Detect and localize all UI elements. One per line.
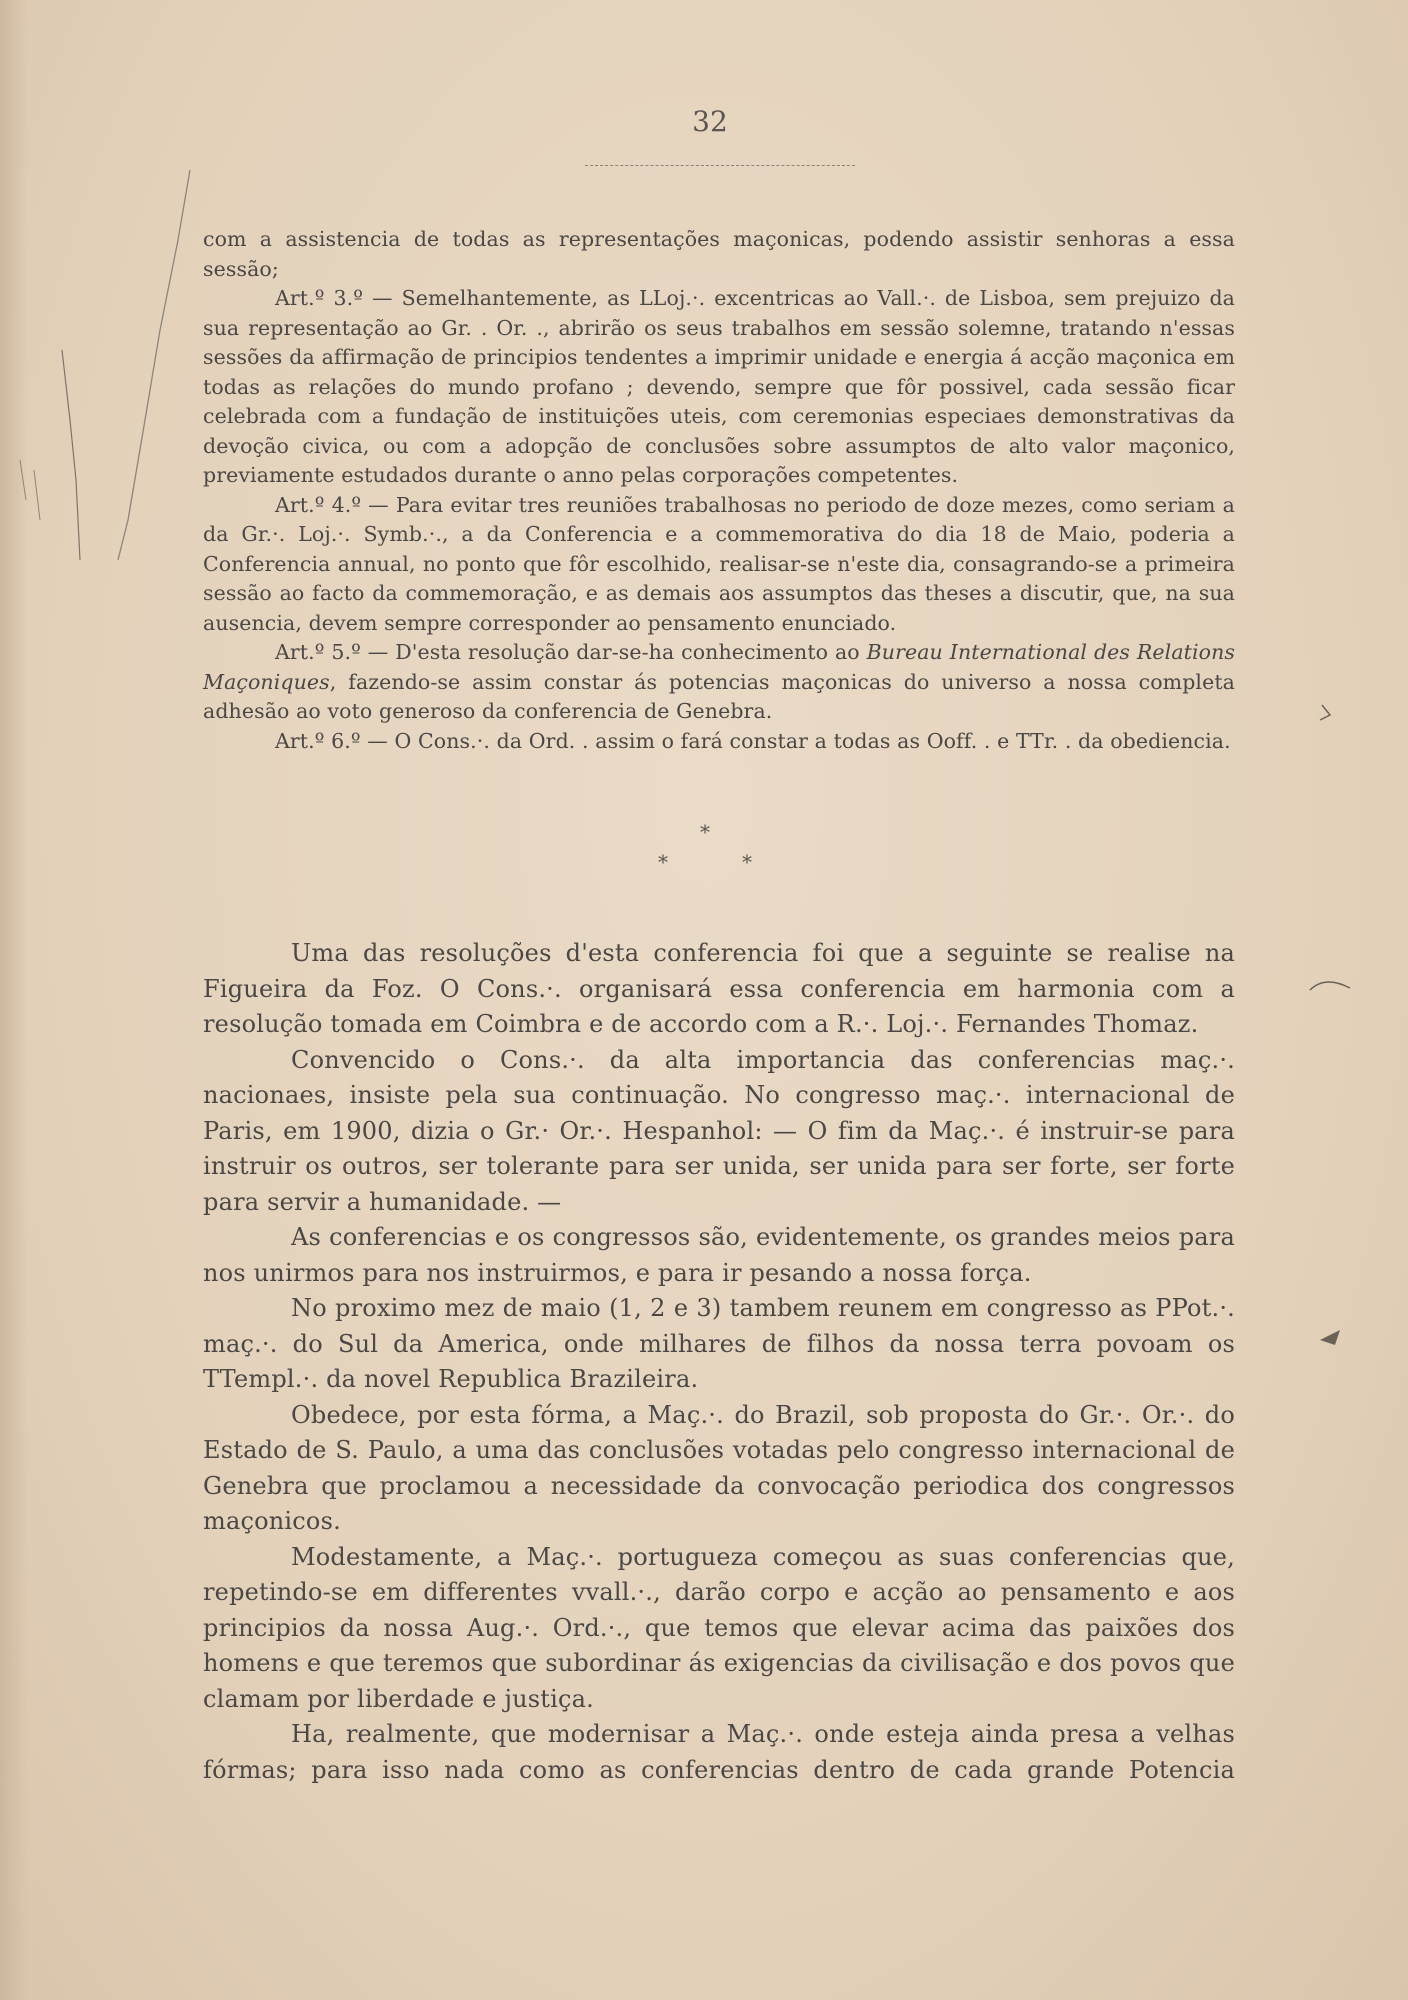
- articles-section: [203, 225, 1235, 756]
- asterisk: *: [658, 850, 668, 874]
- article-6: [203, 727, 1235, 757]
- paragraph: Convencido o Cons.·. da alta importancia das conferencias maç.·. nacionaes, insiste pela sua continuação. No congresso maç.·. internacional de Paris, em 1900, dizia o Gr.· Or.·. Hespanhol: — O fim da Maç.·. é instruir-se para instruir os outros, ser tolerante para ser unida, ser unida para ser forte, ser forte para servir a humanidade. —: [203, 1045, 1235, 1216]
- header-rule: [585, 165, 855, 166]
- margin-mark-curl: [1310, 982, 1350, 990]
- article-text: — O Cons.·. da Ord. . assim o fará constar a todas as Ooff. . e TTr. . da obediencia.: [360, 728, 1231, 753]
- body-section: [203, 936, 1235, 1788]
- pencil-stroke-edge: [62, 350, 80, 560]
- article-4: [203, 491, 1235, 639]
- paragraph: Obedece, por esta fórma, a Maç.·. do Brazil, sob proposta do Gr.·. Or.·. do Estado de S. Paulo, a uma das conclusões votadas pelo congresso internacional de Genebra que proclamou a necessidade da convocação periodica dos congressos maçonicos.: [203, 1400, 1235, 1535]
- pencil-stroke-margin: [118, 170, 190, 560]
- paragraph: Modestamente, a Maç.·. portugueza começou as suas conferencias que, repetindo-se em differentes vvall.·., darão corpo e acção ao pensamento e aos principios da nossa Aug.·. Ord.·., que temos que elevar acima das paixões dos homens e que teremos que subordinar ás exigencias da civilisação e dos povos que clamam por liberdade e justiça.: [203, 1542, 1235, 1713]
- page-number: 32: [692, 105, 728, 138]
- article-text: — D'esta resolução dar-se-ha conhecimento ao: [360, 640, 867, 664]
- article-text: , fazendo-se assim constar ás potencias maçonicas do universo a nossa completa adhesão ao voto generoso da conferencia de Genebra.: [203, 669, 1235, 723]
- article-label: Art.º 5.º: [275, 640, 361, 664]
- paragraph: Uma das resoluções d'esta conferencia foi que a seguinte se realise na Figueira da Foz. O Cons.·. organisará essa conferencia em harmonia com a resolução tomada em Coimbra e de accordo com a R.·. Loj.·. Fernandes Thomaz.: [203, 939, 1235, 1038]
- article-5: [203, 638, 1235, 727]
- paragraph: No proximo mez de maio (1, 2 e 3) tambem reunem em congresso as PPot.·. maç.·. do Sul da America, onde milhares de filhos da nossa terra povoam os TTempl.·. da novel Republica Brazileira.: [203, 1294, 1235, 1393]
- article-label: Art.º 6.º: [275, 728, 361, 753]
- asterisk: *: [742, 850, 752, 874]
- article-text: — Para evitar tres reuniões trabalhosas no periodo de doze mezes, como seriam a da Gr.·. Loj.·. Symb.·., a da Conferencia e a commemorativa do dia 18 de Maio, poderia a Conferencia annual, no ponto que fôr escolhido, realisar-se n'este dia, consagrando-se a primeira sessão ao facto da commemoração, e as demais aos assumptos das theses a discutir, que, na sua ausencia, devem sempre corresponder ao pensamento enunciado.: [203, 492, 1235, 635]
- article-text: — Semelhantemente, as LLoj.·. excentricas ao Vall.·. de Lisboa, sem prejuizo da sua representação ao Gr. . Or. ., abrirão os seus trabalhos em sessão solemne, tratando n'essas sessões da affirmação de principios tendentes a imprimir unidade e energia á acção maçonica em todas as relações do mundo profano ; devendo, sempre que fôr possivel, cada sessão ficar celebrada com a fundação de instituições uteis, com ceremonias especiaes demonstrativas da devoção civica, ou com a adopção de conclusões sobre assumptos de alto valor maçonico, previamente estudados durante o anno pelas corporações competentes.: [203, 286, 1235, 487]
- asterisk: *: [700, 820, 710, 844]
- article-label: Art.º 3.º: [275, 286, 363, 310]
- article-label: Art.º 4.º: [275, 492, 362, 517]
- paragraph: Ha, realmente, que modernisar a Maç.·. onde esteja ainda presa a velhas fórmas; para isso nada como as conferencias dentro de cada grande Potencia: [203, 1720, 1235, 1784]
- bureau-name: Bureau International des Relations Maçoniques: [203, 640, 1235, 694]
- asterism-separator: [640, 820, 780, 880]
- margin-mark-arrow: [1320, 705, 1330, 720]
- paragraph: As conferencias e os congressos são, evidentemente, os grandes meios para nos unirmos para nos instruirmos, e para ir pesando a nossa força.: [203, 1223, 1235, 1287]
- margin-mark-triangle: [1320, 1330, 1340, 1345]
- pencil-stroke-edge-small: [20, 460, 40, 520]
- article-continuation: com a assistencia de todas as representações maçonicas, podendo assistir senhoras a essa sessão;: [203, 227, 1235, 281]
- article-3: [203, 284, 1235, 491]
